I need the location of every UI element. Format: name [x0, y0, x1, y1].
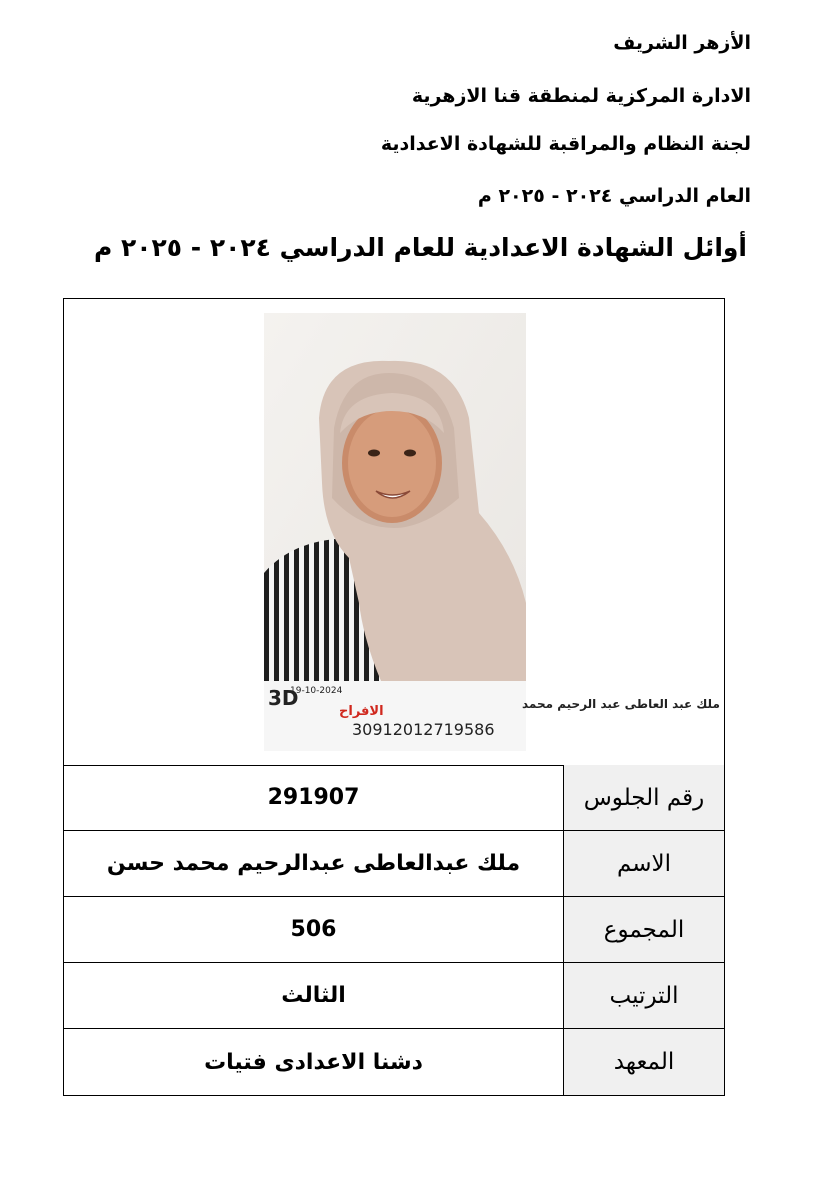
- student-card: [63, 298, 725, 1096]
- row-total: [64, 897, 724, 963]
- seat-number-value: 291907: [267, 785, 360, 810]
- document-title: أوائل الشهادة الاعدادية للعام الدراسي ٢٠٢٤ - ٢٠٢٥ م: [94, 233, 747, 262]
- institute-label: المعهد: [563, 1029, 724, 1095]
- row-seat-number: [64, 765, 724, 831]
- photo-cell: [64, 299, 724, 766]
- total-label: المجموع: [563, 897, 724, 962]
- rank-value: الثالث: [281, 983, 346, 1008]
- photo-studio-name: الافراح: [339, 704, 384, 719]
- total-value: 506: [290, 917, 337, 942]
- name-value: ملك عبدالعاطى عبدالرحيم محمد حسن: [106, 851, 521, 876]
- rank-label: الترتيب: [563, 963, 724, 1028]
- photo-date: 19-10-2024: [290, 686, 343, 696]
- name-label: الاسم: [563, 831, 724, 896]
- row-rank: [64, 963, 724, 1029]
- row-institute: [64, 1029, 724, 1095]
- student-photo: [264, 313, 720, 751]
- photo-name: ملك عبد العاطى عبد الرحيم محمد: [522, 697, 720, 711]
- header-administration: الادارة المركزية لمنطقة قنا الازهرية: [411, 85, 751, 107]
- header-committee: لجنة النظام والمراقبة للشهادة الاعدادية: [380, 133, 751, 155]
- header-institution: الأزهر الشريف: [613, 32, 751, 54]
- row-name: [64, 831, 724, 897]
- header-academic-year: العام الدراسي ٢٠٢٤ - ٢٠٢٥ م: [477, 185, 751, 207]
- seat-number-label: رقم الجلوس: [563, 765, 724, 830]
- photo-number: 30912012719586: [352, 720, 495, 739]
- institute-value: دشنا الاعدادى فتيات: [204, 1049, 423, 1075]
- photo-studio-logo: 3D: [268, 686, 299, 710]
